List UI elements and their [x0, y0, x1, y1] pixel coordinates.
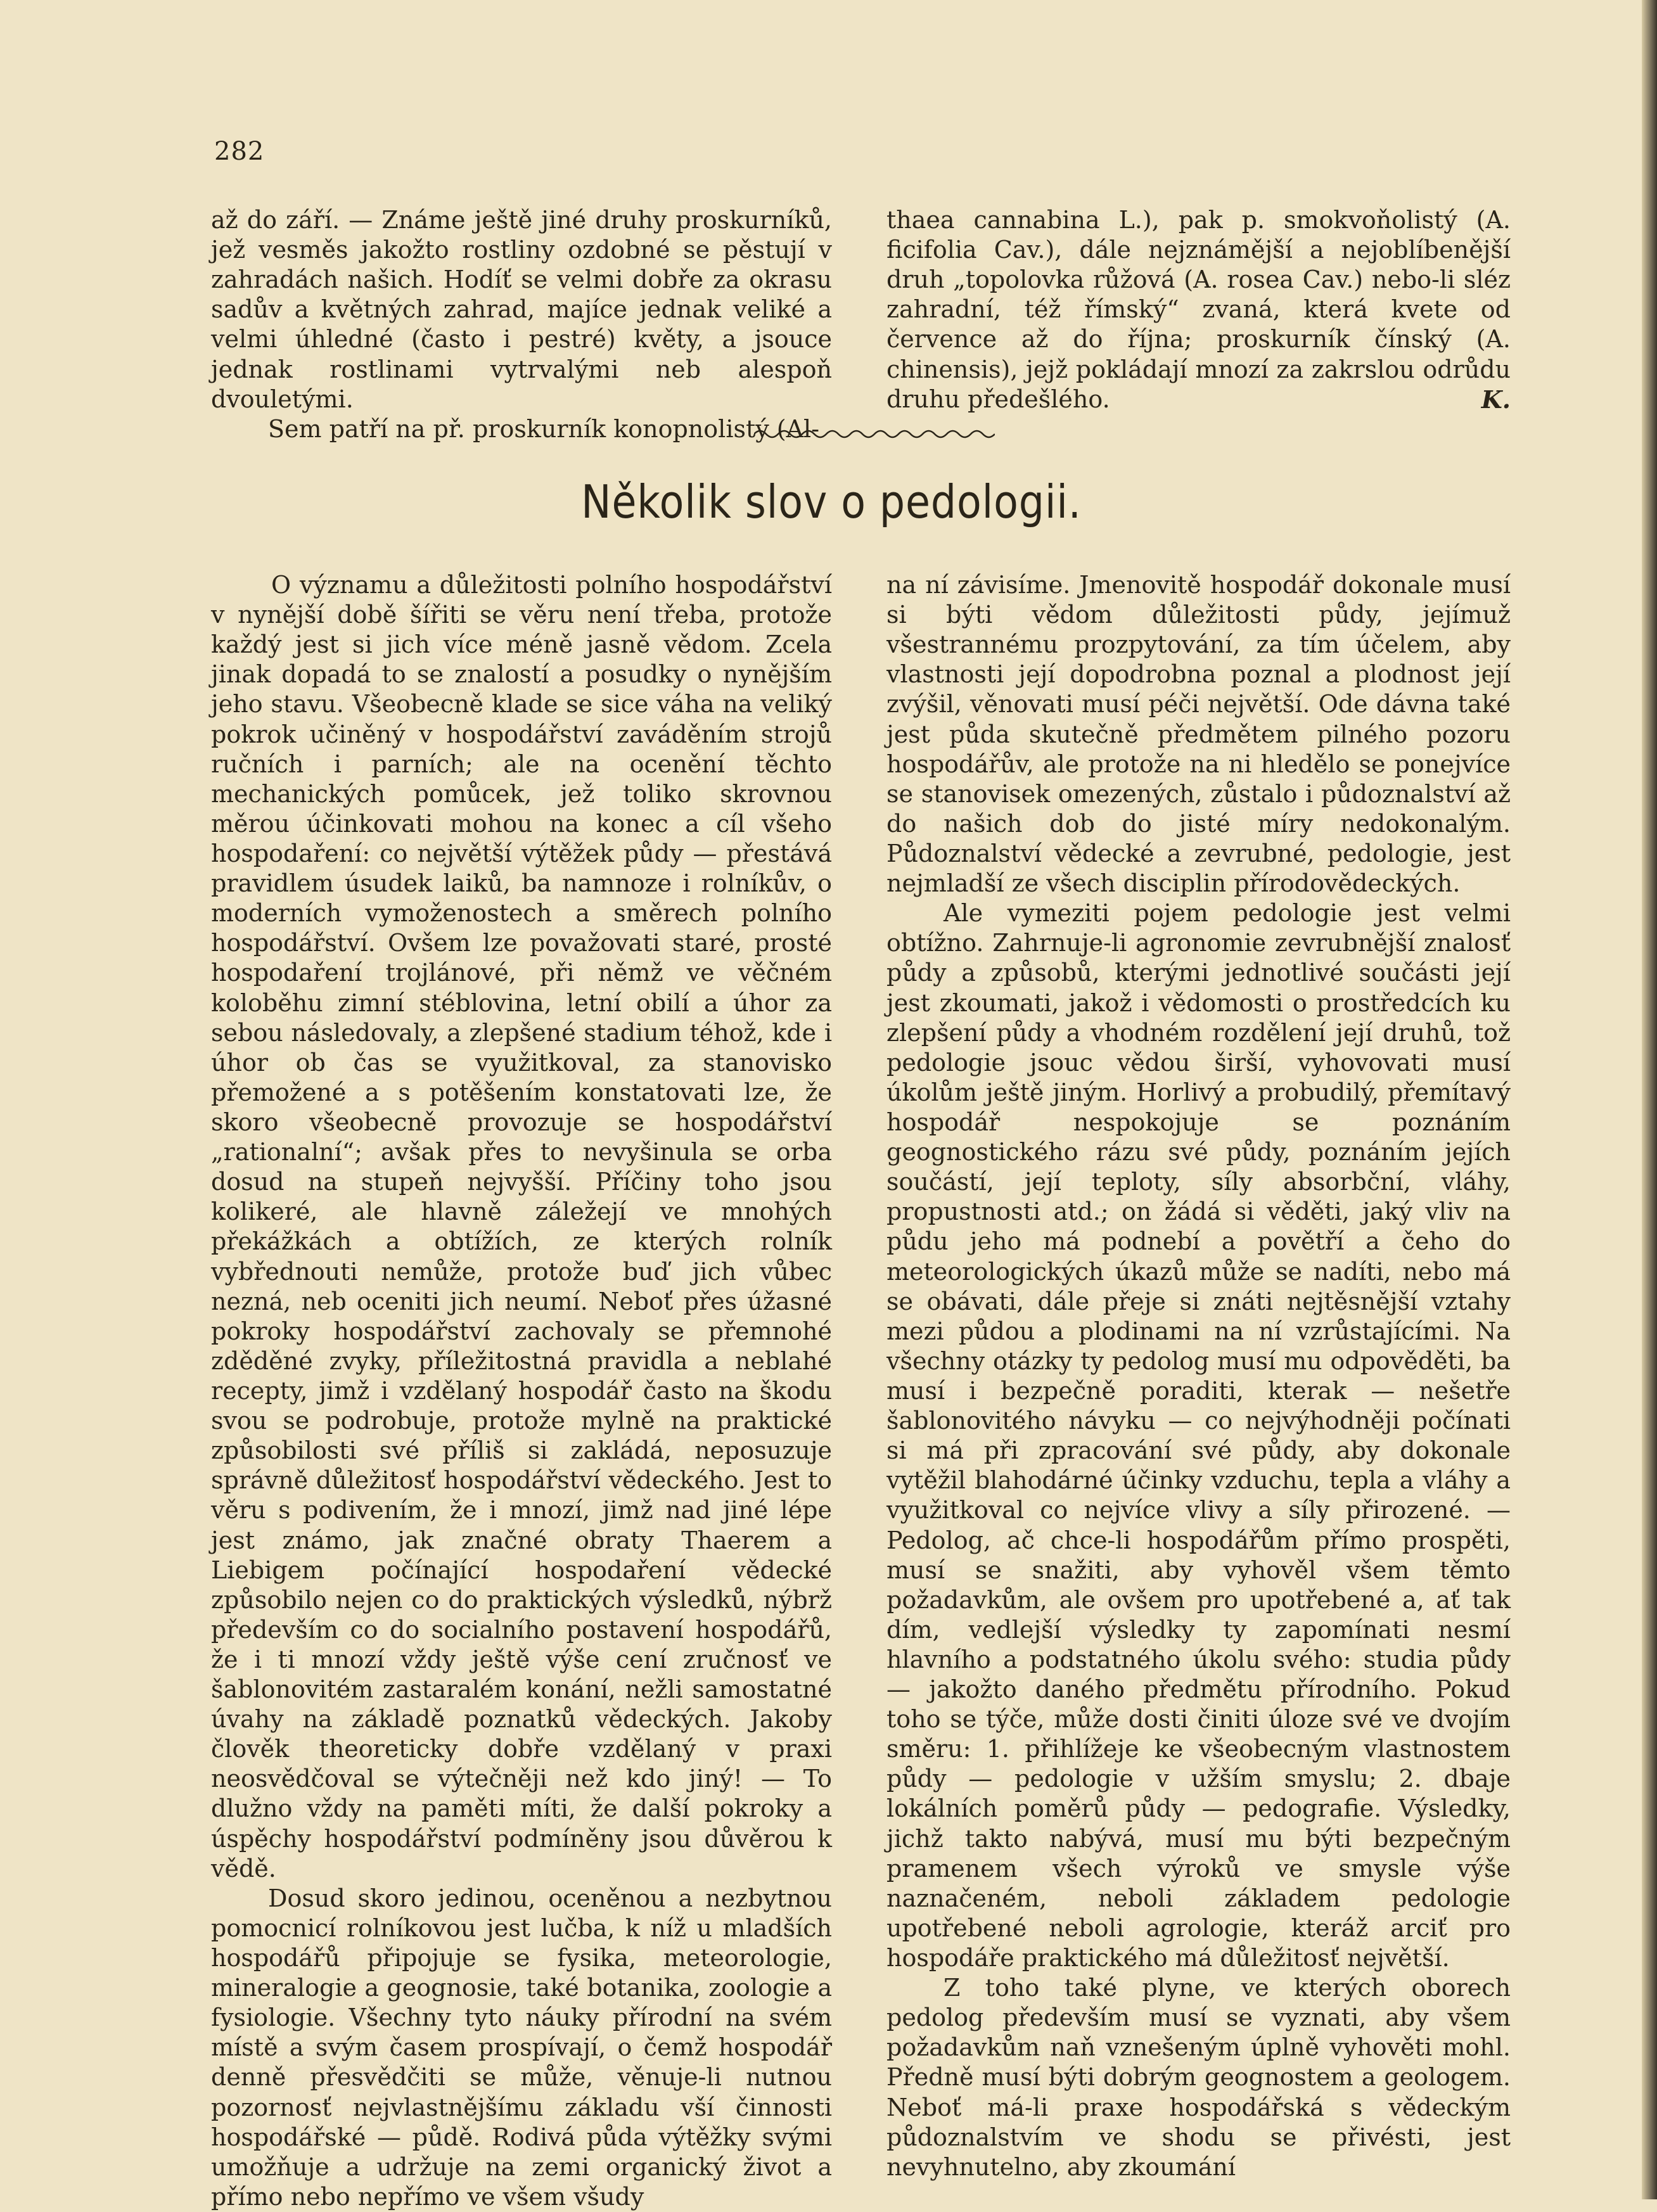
- preceding-paragraph: Sem patří na př. proskurník konopnolistý (Al-: [268, 414, 820, 443]
- page-number: 282: [214, 137, 265, 166]
- article-right-column: [886, 570, 1511, 2182]
- article-paragraph: Z toho také plyne, ve kterých oborech pedolog především musí se vyznati, aby všem požadavkům naň vznešeným úplně vyhověti mohl. Předně musí býti dobrým geognostem a geologem. Neboť má-li praxe hospodářská s vědeckým půdoznalstvím ve shodu se přivésti, jest nevyhnutelno, aby zkoumání: [886, 1974, 1511, 2181]
- article-title: Několik slov o pedologii.: [581, 475, 1082, 528]
- preceding-article-left-column: [211, 205, 832, 444]
- article-paragraph: O významu a důležitosti polního hospodářství v nynější době šířiti se věru není třeba, protože každý jest si jich více méně jasně vědom. Zcela jinak dopadá to se znalostí a posudky o nynějším jeho stavu. Všeobecně klade se sice váha na veliký pokrok učiněný v hospodářství zaváděním strojů ručních i parních; ale na ocenění těchto mechanických pomůcek, jež toliko skrovnou měrou účinkovati mohou na konec a cíl všeho hospodaření: co největší výtěžek půdy — přestává pravidlem úsudek laiků, ba namnoze i rolníkův, o moderních vymoženostech a směrech polního hospodářství. Ovšem lze považovati staré, prosté hospodaření trojlánové, při němž ve věčném koloběhu zimní stéblovina, letní obilí a úhor za sebou následovaly, a zlepšené stadium téhož, kde i úhor ob čas se využitkoval, za stanovisko přemožené a s potěšením konstatovati lze, že skoro všeobecně provozuje se hospodářství „rationalní“; avšak přes to nevyšinula se orba dosud na stupeň nejvyšší. Příčiny toho jsou kolikeré, ale hlavně záležejí ve mnohých překážkách a obtížích, ze kterých rolník vybřednouti nemůže, protože buď jich vůbec nezná, neb oceniti jich neumí. Neboť přes úžasné pokroky hospodářství zachovaly se přemnohé zděděné zvyky, příležitostná pravidla a neblahé recepty, jimž i vzdělaný hospodář často na škodu svou se podrobuje, protože mylně na praktické způsobilosti své příliš si zakládá, neposuzuje správně důležitosť hospodářství vědeckého. Jest to věru s podivením, že i mnozí, jimž nad jiné lépe jest známo, jak značné obraty Thaerem a Liebigem počínající hospodaření vědecké způsobilo nejen co do praktických výsledků, nýbrž především co do socialního postavení hospodářů, že i ti mnozí vždy ještě výše cení zručnosť ve šablonovitém zastaralém konání, nežli samostatné úvahy na základě poznatků vědeckých. Jakoby člověk theoreticky dobře vzdělaný v praxi neosvědčoval se výtečněji než kdo jiný! — To dlužno vždy na paměti míti, že další pokroky a úspěchy hospodářství podmíněny jsou důvěrou k vědě.: [211, 571, 832, 1883]
- preceding-paragraph: [886, 205, 1511, 414]
- article-paragraph: Dosud skoro jedinou, oceněnou a nezbytnou pomocnicí rolníkovou jest lučba, k níž u mladších hospodářů připojuje se fysika, meteorologie, mineralogie a geognosie, také botanika, zoologie a fysiologie. Všechny tyto náuky přírodní na svém místě a svým časem prospívají, o čemž hospodář denně přesvědčiti se může, věnuje-li nutnou pozornosť nejvlastnějšímu základu vší činnosti hospodářské — půdě. Rodivá půda výtěžky svými umožňuje a udržuje na zemi organický život a přímo nebo nepřímo ve všem všudy: [211, 1884, 832, 2211]
- article-paragraph: na ní závisíme. Jmenovitě hospodář dokonale musí si býti vědom důležitosti půdy, jejímuž všestrannému prozpytování, za tím účelem, aby vlastnosti její dopodrobna poznal a plodnost její zvýšil, věnovati musí péči největší. Ode dávna také jest půda skutečně předmětem pilného pozoru hospodářův, ale protože na ni hledělo se ponejvíce se stanovisek omezených, zůstalo i půdoznalství až do našich dob do jisté míry nedokonalým. Půdoznalství vědecké a zevrubné, pedologie, jest nejmladší ze všech disciplin přírodovědeckých.: [886, 571, 1511, 898]
- author-signature: K.: [1481, 385, 1511, 414]
- preceding-paragraph-text: thaea cannabina L.), pak p. smokvoňolistý (A. ficifolia Cav.), dále nejznámější a nejoblíbenější druh „topolovka růžová (A. rosea Cav.) nebo-li sléz zahradní, též římský“ zvaná, která kvete od července až do října; proskurník čínský (A. chinensis), jejž pokládají mnozí za zakrslou odrůdu druhu předešlého.: [886, 206, 1511, 413]
- preceding-paragraph: až do září. — Známe ještě jiné druhy proskurníků, jež vesměs jakožto rostliny ozdobné se pěstují v zahradách našich. Hodíť se velmi dobře za okrasu sadův a květných zahrad, majíce jednak veliké a velmi úhledné (často i pestré) květy, a jsouce jednak rostlinami vytrvalými neb alespoň dvouletými.: [211, 206, 832, 413]
- wavy-rule-icon: [754, 425, 995, 444]
- article-left-column: [211, 570, 832, 2212]
- wavy-rule-svg: [754, 425, 995, 444]
- scan-edge: [1642, 0, 1657, 2199]
- article-paragraph: Ale vymeziti pojem pedologie jest velmi obtížno. Zahrnuje-li agronomie zevrubnější znalosť půdy a způsobů, kterými jednotlivé součásti její jest zkoumati, jakož i vědomosti o prostředcích ku zlepšení půdy a vhodném rozdělení její druhů, tož pedologie jsouc vědou širší, vyhovovati musí úkolům ještě jiným. Horlivý a probudilý, přemítavý hospodář nespokojuje se poznáním geognostického rázu své půdy, poznáním jejích součástí, její teploty, síly absorbční, vláhy, propustnosti atd.; on žádá si věděti, jaký vliv na půdu jeho má podnebí a povětří a čeho do meteorologických úkazů může se nadíti, nebo má se obávati, dále přeje si znáti nejtěsnější vztahy mezi půdou a plodinami na ní vzrůstajícími. Na všechny otázky ty pedolog musí mu odpověděti, ba musí i bezpečně poraditi, kterak — nešetře šablonovitého návyku — co nejvýhodněji počínati si má při zpracování své půdy, aby dokonale vytěžil blahodárné účinky vzduchu, tepla a vláhy a využitkoval co nejvíce vlivy a síly přirozené. — Pedolog, ač chce-li hospodářům přímo prospěti, musí se snažiti, aby vyhověl všem těmto požadavkům, ale ovšem pro upotřebené a, ať tak dím, vedlejší výsledky ty zapomínati nesmí hlavního a podstatného úkolu svého: studia půdy — jakožto daného předmětu přírodního. Pokud toho se týče, může dosti činiti úloze své ve dvojím směru: 1. přihlížeje ke všeobecným vlastnostem půdy — pedologie v užším smyslu; 2. dbaje lokálních poměrů půdy — pedografie. Výsledky, jichž takto nabývá, musí mu býti bezpečným pramenem všech výroků ve smysle výše naznačeném, neboli základem pedologie upotřebené neboli agrologie, kteráž arciť pro hospodáře praktického má důležitosť největší.: [886, 899, 1511, 1972]
- preceding-article-right-column: [886, 205, 1511, 414]
